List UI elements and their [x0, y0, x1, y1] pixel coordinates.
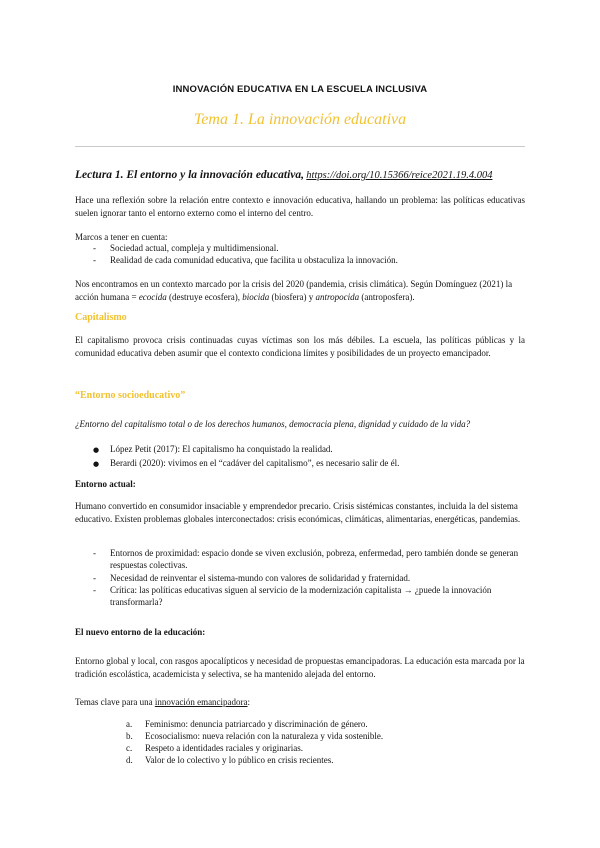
list-item-text: Necesidad de reinventar el sistema-mundo con valores de solidaridad y fraternidad.	[110, 572, 411, 583]
bullet-icon: ●	[93, 446, 100, 454]
reading-title: Lectura 1. El entorno y la innovación educativa,	[75, 169, 305, 181]
list-item-text: Realidad de cada comunidad educativa, que facilita u obstaculiza la innovación.	[110, 255, 398, 265]
list-marker: -	[93, 255, 96, 265]
topics-label-underlined: innovación emancipadora	[154, 697, 248, 707]
current-environment-paragraph: Humano convertido en consumidor insaciable y emprendedor precario. Crisis sistémicas constantes, incluida la del sistema educativo. Existen problemas globales interconectados: crisis económicas, climáticas, alimentarias, energéticas, pandemias.	[75, 501, 521, 524]
list-item-text: Berardi (2020): vivimos en el “cadáver del capitalismo”, es necesario salir de él.	[110, 458, 400, 468]
list-item	[75, 547, 525, 572]
new-environment-paragraph: Entorno global y local, con rasgos apocalípticos y necesidad de propuestas emancipadoras. La educación esta marcada por la tradición escolástica, academicista y selectiva, se ha mantenido alejada del entorno.	[75, 656, 525, 679]
subheading-entorno-actual: Entorno actual:	[75, 479, 136, 489]
capitalism-paragraph: El capitalismo provoca crisis continuadas cuyas víctimas son los más débiles. La escuela, las políticas públicas y la comunidad educativa deben asumir que el contexto condiciona límites y posibilidades de un proyecto emancipador.	[75, 335, 525, 358]
list-marker: -	[93, 548, 96, 558]
term-biocida: biocida	[242, 292, 270, 302]
quotes-list	[75, 443, 525, 471]
list-marker: b.	[126, 731, 133, 741]
list-item-text: Ecosocialismo: nueva relación con la naturaleza y vida sostenible.	[145, 731, 384, 741]
list-item	[75, 457, 525, 471]
list-item-text: Sociedad actual, compleja y multidimensional.	[110, 243, 279, 253]
doi-link[interactable]: https://doi.org/10.15366/reice2021.19.4.004	[306, 170, 493, 181]
list-item-text: Feminismo: denuncia patriarcado y discriminación de género.	[145, 719, 368, 729]
section-heading-socioeducativo: “Entorno socioeducativo”	[75, 390, 186, 401]
context-paragraph	[75, 278, 525, 304]
topics-label-text: :	[247, 697, 251, 707]
list-item-text: Entornos de proximidad: espacio donde se viven exclusión, pobreza, enfermedad, pero también donde se generan respuestas colectivas.	[110, 548, 519, 571]
list-item	[75, 742, 525, 754]
term-antropocida: antropocida	[315, 292, 360, 302]
topics-list	[75, 718, 525, 766]
topics-label	[75, 696, 525, 709]
list-marker: -	[93, 243, 96, 253]
topic-title: Tema 1. La innovación educativa	[193, 111, 407, 128]
context-text: (destruye ecosfera),	[166, 292, 243, 302]
list-item	[75, 718, 525, 730]
list-marker: c.	[126, 743, 133, 753]
list-item	[75, 254, 525, 266]
context-text: Nos encontramos en un contexto marcado por la crisis del 2020 (pandemia, crisis climática). Según Domínguez (2021) la acción humana =	[75, 279, 513, 302]
bullet-icon: ●	[93, 460, 100, 468]
list-item	[75, 242, 525, 254]
reading-reference	[75, 167, 525, 184]
frames-label: Marcos a tener en cuenta:	[75, 232, 168, 242]
list-marker: d.	[126, 755, 133, 765]
socioeducational-question: ¿Entorno del capitalismo total o de los derechos humanos, democracia plena, dignidad y cuidado de la vida?	[75, 419, 471, 429]
list-item	[75, 572, 525, 584]
list-item-text: Valor de lo colectivo y lo público en crisis recientes.	[145, 755, 334, 765]
list-item	[75, 584, 525, 609]
header-divider	[75, 146, 525, 147]
list-marker: -	[93, 584, 96, 595]
list-marker: a.	[126, 719, 133, 729]
term-ecocida: ecocida	[138, 292, 167, 302]
course-title: INNOVACIÓN EDUCATIVA EN LA ESCUELA INCLUSIVA	[172, 84, 428, 95]
section-heading-capitalismo: Capitalismo	[75, 312, 127, 323]
current-environment-points	[75, 547, 525, 608]
list-item-text: Respeto a identidades raciales y originarias.	[145, 743, 303, 753]
topics-label-text: Temas clave para una	[75, 697, 155, 707]
list-item	[75, 754, 525, 766]
intro-summary: Hace una reflexión sobre la relación entre contexto e innovación educativa, hallando un problema: las políticas educativas suelen ignorar tanto el entorno externo como el interno del centro.	[75, 195, 525, 218]
list-item-text: Crítica: las políticas educativas siguen al servicio de la modernización capitalista → ¿puede la innovación transformarla?	[110, 584, 492, 608]
list-marker: -	[93, 572, 96, 583]
list-item	[75, 730, 525, 742]
frames-list	[75, 242, 525, 266]
context-text: (biosfera) y	[269, 292, 316, 302]
subheading-nuevo-entorno: El nuevo entorno de la educación:	[75, 627, 206, 637]
context-text: (antroposfera).	[359, 292, 415, 302]
list-item-text: López Petit (2017): El capitalismo ha conquistado la realidad.	[110, 444, 333, 454]
list-item	[75, 443, 525, 457]
